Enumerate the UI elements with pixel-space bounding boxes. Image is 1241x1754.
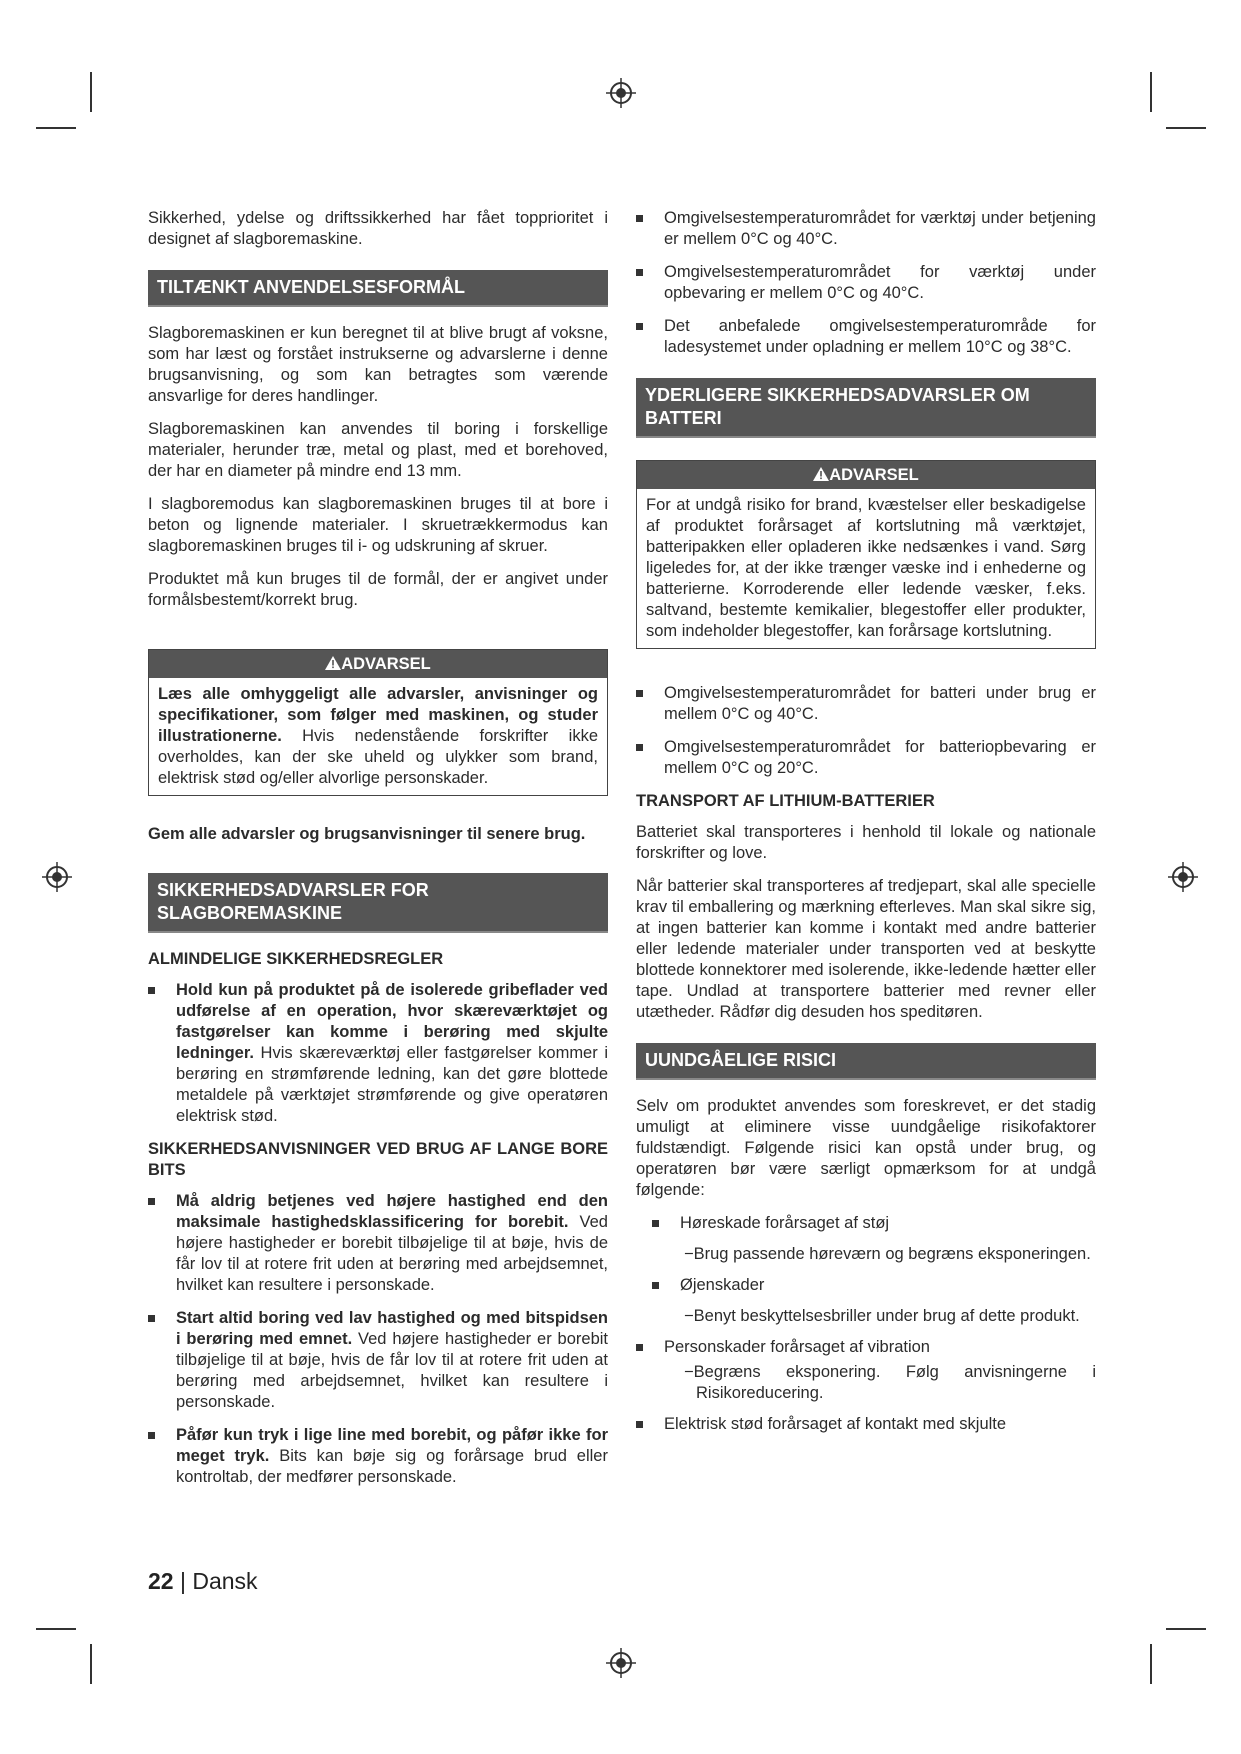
warning-bold-text: Læs alle omhyggeligt alle advarsler, anvisninger og specifikationer, som følger med maskinen, og studer illustrationerne. <box>158 685 598 745</box>
subheading-battery-transport: TRANSPORT AF LITHIUM-BATTERIER <box>636 792 935 810</box>
list-item-text: Det anbefalede omgivelsestemperaturområde for ladesystemet under opladning er mellem 10°C og 38°C. <box>664 317 1096 356</box>
warning-heading <box>149 650 607 678</box>
list-item <box>636 683 1096 725</box>
paragraph: Batteriet skal transporteres i henhold til lokale og nationale forskrifter og love. <box>636 823 1096 862</box>
subheading-general-rules: ALMINDELIGE SIKKERHEDSREGLER <box>148 950 444 968</box>
warning-body <box>149 678 607 795</box>
list-item-bold: Hold kun på produktet på de isolerede gribeflader ved udførelse af en operation, hvor skæreværktøjet og fastgørelser kan komme i berøring med skjulte ledninger. <box>176 981 608 1062</box>
section-heading-intended-use: TILTÆNKT ANVENDELSESFORMÅL <box>148 270 608 307</box>
list-item <box>636 316 1096 358</box>
registration-mark-icon <box>42 862 72 892</box>
warning-box <box>636 460 1096 649</box>
section-heading-battery-safety: YDERLIGERE SIKKERHEDSADVARSLER OM BATTERI <box>636 378 1096 438</box>
keep-instructions-note: Gem alle advarsler og brugsanvisninger til senere brug. <box>148 825 586 843</box>
crop-mark <box>1166 1628 1206 1630</box>
footer-language: Dansk <box>192 1568 258 1594</box>
warning-box <box>148 649 608 796</box>
crop-mark <box>36 127 76 129</box>
bullet-square-icon <box>652 1282 659 1289</box>
bullet-square-icon <box>636 215 643 222</box>
list-item-text: Høreskade forårsaget af støj <box>680 1214 890 1232</box>
paragraph: Slagboremaskinen kan anvendes til boring i forskellige materialer, herunder træ, metal og plast, med et borehoved, der har en diameter på mindre end 13 mm. <box>148 420 608 480</box>
footer-separator: | <box>173 1568 193 1594</box>
crop-mark <box>90 1644 92 1684</box>
bullet-square-icon <box>148 1198 155 1205</box>
dash-item: −Benyt beskyttelsesbriller under brug af dette produkt. <box>684 1307 1080 1325</box>
bullet-square-icon <box>652 1220 659 1227</box>
bullet-square-icon <box>148 1432 155 1439</box>
registration-mark-icon <box>606 1648 636 1678</box>
page-number: 22 <box>148 1568 174 1594</box>
list-item-text: Ved højere hastigheder er borebit tilbøjelige til at bøje, hvis de får lov til at rotere frit uden at berøring med arbejdsemnet, hvilket kan resultere i personskade. <box>176 1213 608 1294</box>
warning-text: Hvis nedenstående forskrifter ikke overholdes, kan der ske uheld og ulykker som brand, elektrisk stød og/eller alvorlige personskader. <box>158 727 598 787</box>
right-column <box>636 208 1096 1447</box>
crop-mark <box>36 1628 76 1630</box>
list-item-text: Personskader forårsaget af vibration <box>664 1338 930 1356</box>
warning-text: For at undgå risiko for brand, kvæstelser eller beskadigelse af produktet forårsaget af kortslutning må værktøjet, batteripakken eller opladeren ikke nedsænkes i vand. Sørg ligeledes for, at der ikke trænger væske ind i enhederne og batterierne. Korroderende eller ledende væsker, f.eks. saltvand, bestemte kemikalier, blegestoffer eller produkter, som indeholder blegestoffer, kan forårsage kortslutning. <box>646 496 1086 640</box>
warning-triangle-icon <box>813 467 829 481</box>
warning-heading <box>637 461 1095 489</box>
registration-mark-icon <box>1168 862 1198 892</box>
warning-body <box>637 489 1095 648</box>
left-column <box>148 208 608 1500</box>
crop-mark <box>1150 1644 1152 1684</box>
paragraph: I slagboremodus kan slagboremaskinen bruges til at bore i beton og lignende materialer. I skruetrækkermodus kan slagboremaskinen bruges til i- og udskruning af skruer. <box>148 495 608 555</box>
page-footer <box>148 1568 258 1595</box>
registration-mark-icon <box>606 78 636 108</box>
crop-mark <box>1166 127 1206 129</box>
bullet-list <box>636 683 1096 779</box>
list-item-text: Bits kan bøje sig og forårsage brud eller kontroltab, der medfører personskade. <box>176 1447 608 1486</box>
bullet-square-icon <box>636 269 643 276</box>
subheading-long-bits: SIKKERHEDSANVISNINGER VED BRUG AF LANGE BORE BITS <box>148 1140 608 1179</box>
intro-text: Sikkerhed, ydelse og driftssikkerhed har fået topprioritet i designet af slagboremaskine. <box>148 209 608 248</box>
bullet-square-icon <box>636 323 643 330</box>
bullet-square-icon <box>636 1344 643 1351</box>
list-item <box>636 262 1096 304</box>
risk-list <box>636 1275 1096 1296</box>
list-item <box>148 980 608 1127</box>
list-item <box>636 1337 1096 1358</box>
list-item <box>636 1414 1096 1435</box>
list-item-text: Øjenskader <box>680 1276 765 1294</box>
section-heading-drill-safety: SIKKERHEDSADVARSLER FOR SLAGBOREMASKINE <box>148 873 608 933</box>
bullet-square-icon <box>148 987 155 994</box>
warning-label: ADVARSEL <box>829 466 919 484</box>
list-item-text: Ved højere hastigheder er borebit tilbøjelige til at bøje, hvis de får lov til at rotere frit uden at berøring med arbejdsemnet, hvilket kan resultere i personskade. <box>176 1330 608 1411</box>
bullet-list <box>636 1337 1096 1358</box>
paragraph: Produktet må kun bruges til de formål, der er angivet under formålsbestemt/korrekt brug. <box>148 570 608 609</box>
list-item-bold: Må aldrig betjenes ved højere hastighed end den maksimale hastighedsklassificering for borebit. <box>176 1192 608 1231</box>
list-item <box>148 1191 608 1296</box>
list-item-text: Omgivelsestemperaturområdet for batteriopbevaring er mellem 0°C og 20°C. <box>664 738 1096 777</box>
list-item-text: Omgivelsestemperaturområdet for værktøj under betjening er mellem 0°C og 40°C. <box>664 209 1096 248</box>
list-item <box>148 1425 608 1488</box>
dash-item: −Brug passende høreværn og begræns eksponeringen. <box>684 1245 1091 1263</box>
list-item-text: Omgivelsestemperaturområdet for værktøj under opbevaring er mellem 0°C og 40°C. <box>664 263 1096 302</box>
list-item-text: Omgivelsestemperaturområdet for batteri under brug er mellem 0°C og 40°C. <box>664 684 1096 723</box>
bullet-list <box>148 1191 608 1488</box>
paragraph: Selv om produktet anvendes som foreskrevet, er det stadig umuligt at eliminere visse uundgåelige risikofaktorer fuldstændigt. Følgende risici kan opstå under brug, og operatøren bør være særligt opmærksom for at undgå følgende: <box>636 1097 1096 1199</box>
dash-item: −Begræns eksponering. Følg anvisningerne i Risikoreducering. <box>684 1363 1096 1402</box>
list-item-bold: Start altid boring ved lav hastighed og med bitspidsen i berøring med emnet. <box>176 1309 608 1348</box>
bullet-list <box>636 208 1096 358</box>
bullet-square-icon <box>148 1315 155 1322</box>
risk-list <box>636 1213 1096 1234</box>
crop-mark <box>1150 72 1152 112</box>
warning-triangle-icon <box>325 656 341 670</box>
bullet-square-icon <box>636 744 643 751</box>
list-item-text: Elektrisk stød forårsaget af kontakt med skjulte <box>664 1415 1007 1433</box>
paragraph: Slagboremaskinen er kun beregnet til at blive brugt af voksne, som har læst og forstået instrukserne og advarslerne i denne brugsanvisning, og som kan betragtes som værende ansvarlige for deres handlinger. <box>148 324 608 405</box>
list-item <box>652 1275 1096 1296</box>
paragraph: Når batterier skal transporteres af tredjepart, skal alle specielle krav til emballering og mærkning efterleves. Man skal sikre sig, at ingen batterier kan komme i kontakt med andre batterier eller ledende materialer under transporten ved at beskytte blottede konnektorer med isolerende, ikke-ledende hætter eller tape. Undlad at transportere batterier med revner eller utætheder. Rådfør dig desuden hos speditøren. <box>636 877 1096 1021</box>
list-item <box>652 1213 1096 1234</box>
bullet-list <box>148 980 608 1127</box>
bullet-list <box>636 1414 1096 1435</box>
warning-label: ADVARSEL <box>341 655 431 673</box>
bullet-square-icon <box>636 1421 643 1428</box>
list-item <box>636 737 1096 779</box>
list-item <box>148 1308 608 1413</box>
section-heading-residual-risks: UUNDGÅELIGE RISICI <box>636 1043 1096 1080</box>
list-item-text: Hvis skæreværktøj eller fastgørelser kommer i berøring en strømførende ledning, kan det gøre blottede metaldele på værktøjet strømførende og give operatøren elektrisk stød. <box>176 1044 608 1125</box>
list-item-bold: Påfør kun tryk i lige line med borebit, og påfør ikke for meget tryk. <box>176 1426 608 1465</box>
bullet-square-icon <box>636 690 643 697</box>
crop-mark <box>90 72 92 112</box>
list-item <box>636 208 1096 250</box>
